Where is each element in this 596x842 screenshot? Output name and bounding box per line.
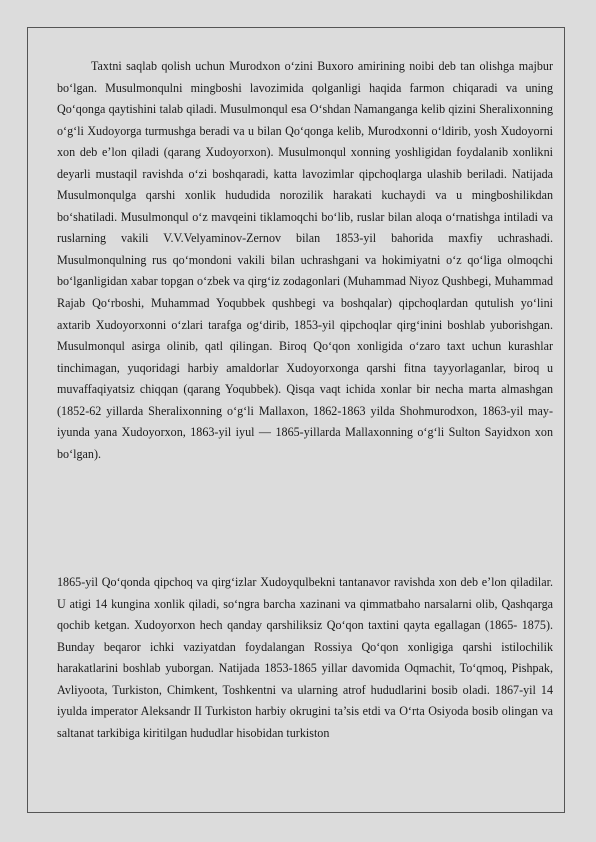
body-paragraph-1: Taxtni saqlab qolish uchun Murodxon o‘zini Buxoro amirining noibi deb tan olishga majbur bo‘lgan. Musulmonqulni mingboshi lavozimida qolganligi haqida farmon chiqaradi va uning Qo‘qonga qaytishini talab qiladi. Musulmonqul esa O‘shdan Namanganga kelib qizini Sheralixonning o‘g‘li Xudoyorga turmushga beradi va u bilan Qo‘qonga kelib, Murodxonni o‘ldirib, yosh Xudoyorni xon deb e’lon qiladi (qarang Xudoyorxon). Musulmonqul xonning yoshligidan foydalanib xonlikni deyarli mustaqil ravishda o‘zi boshqaradi, katta lavozimlar qipchoqlarga ulashib beriladi. Natijada Musulmonqulga qarshi xonlik hududida norozilik harakati kuchaydi va u mingboshilikdan bo‘shatiladi. Musulmonqul o‘z mavqeini tiklamoqchi bo‘lib, ruslar bilan aloqa o‘rnatishga intiladi va ruslarning vakili V.V.Velyaminov-Zernov bilan 1853-yil bahorida maxfiy uchrashadi. Musulmonqulning rus qo‘mondoni vakili bilan uchrashgani va hokimiyatni o‘z qo‘liga olmoqchi bo‘lganligidan xabar topgan o‘zbek va qirg‘iz zodagonlari (Muhammad Niyoz Qushbegi, Muhammad Rajab Qo‘rboshi, Muhammad Yoqubbek qushbegi va boshqalar) qipchoqlardan qutulish yo‘lini axtarib Xudoyorxonni o‘zlari tarafga og‘dirib, 1853-yil qipchoqlar qirg‘inini boshlab yuborishgan. Musulmonqul asirga olinib, qatl qilingan. Biroq Qo‘qon xonligida o‘zaro taxt uchun kurashlar tinchimagan, yuqoridagi harbiy amaldorlar Xudoyorxonga qarshi fitna tayyorlaganlar, biroq u muvaffaqiyatsiz chiqqan (qarang Yoqubbek). Qisqa vaqt ichida xonlar bir necha marta almashgan (1852-62 yillarda Sheralixonning o‘g‘li Mallaxon, 1862-1863 yilda Shohmurodxon, 1863-yil may-iyunda yana Xudoyorxon, 1863-yil iyul — 1865-yillarda Mallaxonning o‘g‘li Sulton Sayidxon xon bo‘lgan).: [57, 59, 553, 461]
body-paragraph-2: 1865-yil Qo‘qonda qipchoq va qirg‘izlar Xudoyqulbekni tantanavor ravishda xon deb e’lon qiladilar. U atigi 14 kungina xonlik qiladi, so‘ngra barcha xazinani va qimmatbaho narsalarni olib, Qashqarga qochib ketgan. Xudoyorxon hech qanday qarshiliksiz Qo‘qon taxtini qayta egallagan (1865- 1875). Bunday beqaror ichki vaziyatdan foydalangan Rossiya Qo‘qon xonligiga qarshi istilochilik harakatlarini boshlab yuborgan. Natijada 1853-1865 yillar davomida Oqmachit, To‘qmoq, Pishpak, Avliyoota, Turkiston, Chimkent, Toshkentni va ularning atrof hududlarini bosib oladi. 1867-yil 14 iyulda imperator Aleksandr II Turkiston harbiy okrugini ta’sis etdi va O‘rta Osiyoda bosib olingan va saltanat tarkibiga kiritilgan hududlar hisobidan turkiston: [57, 575, 553, 740]
